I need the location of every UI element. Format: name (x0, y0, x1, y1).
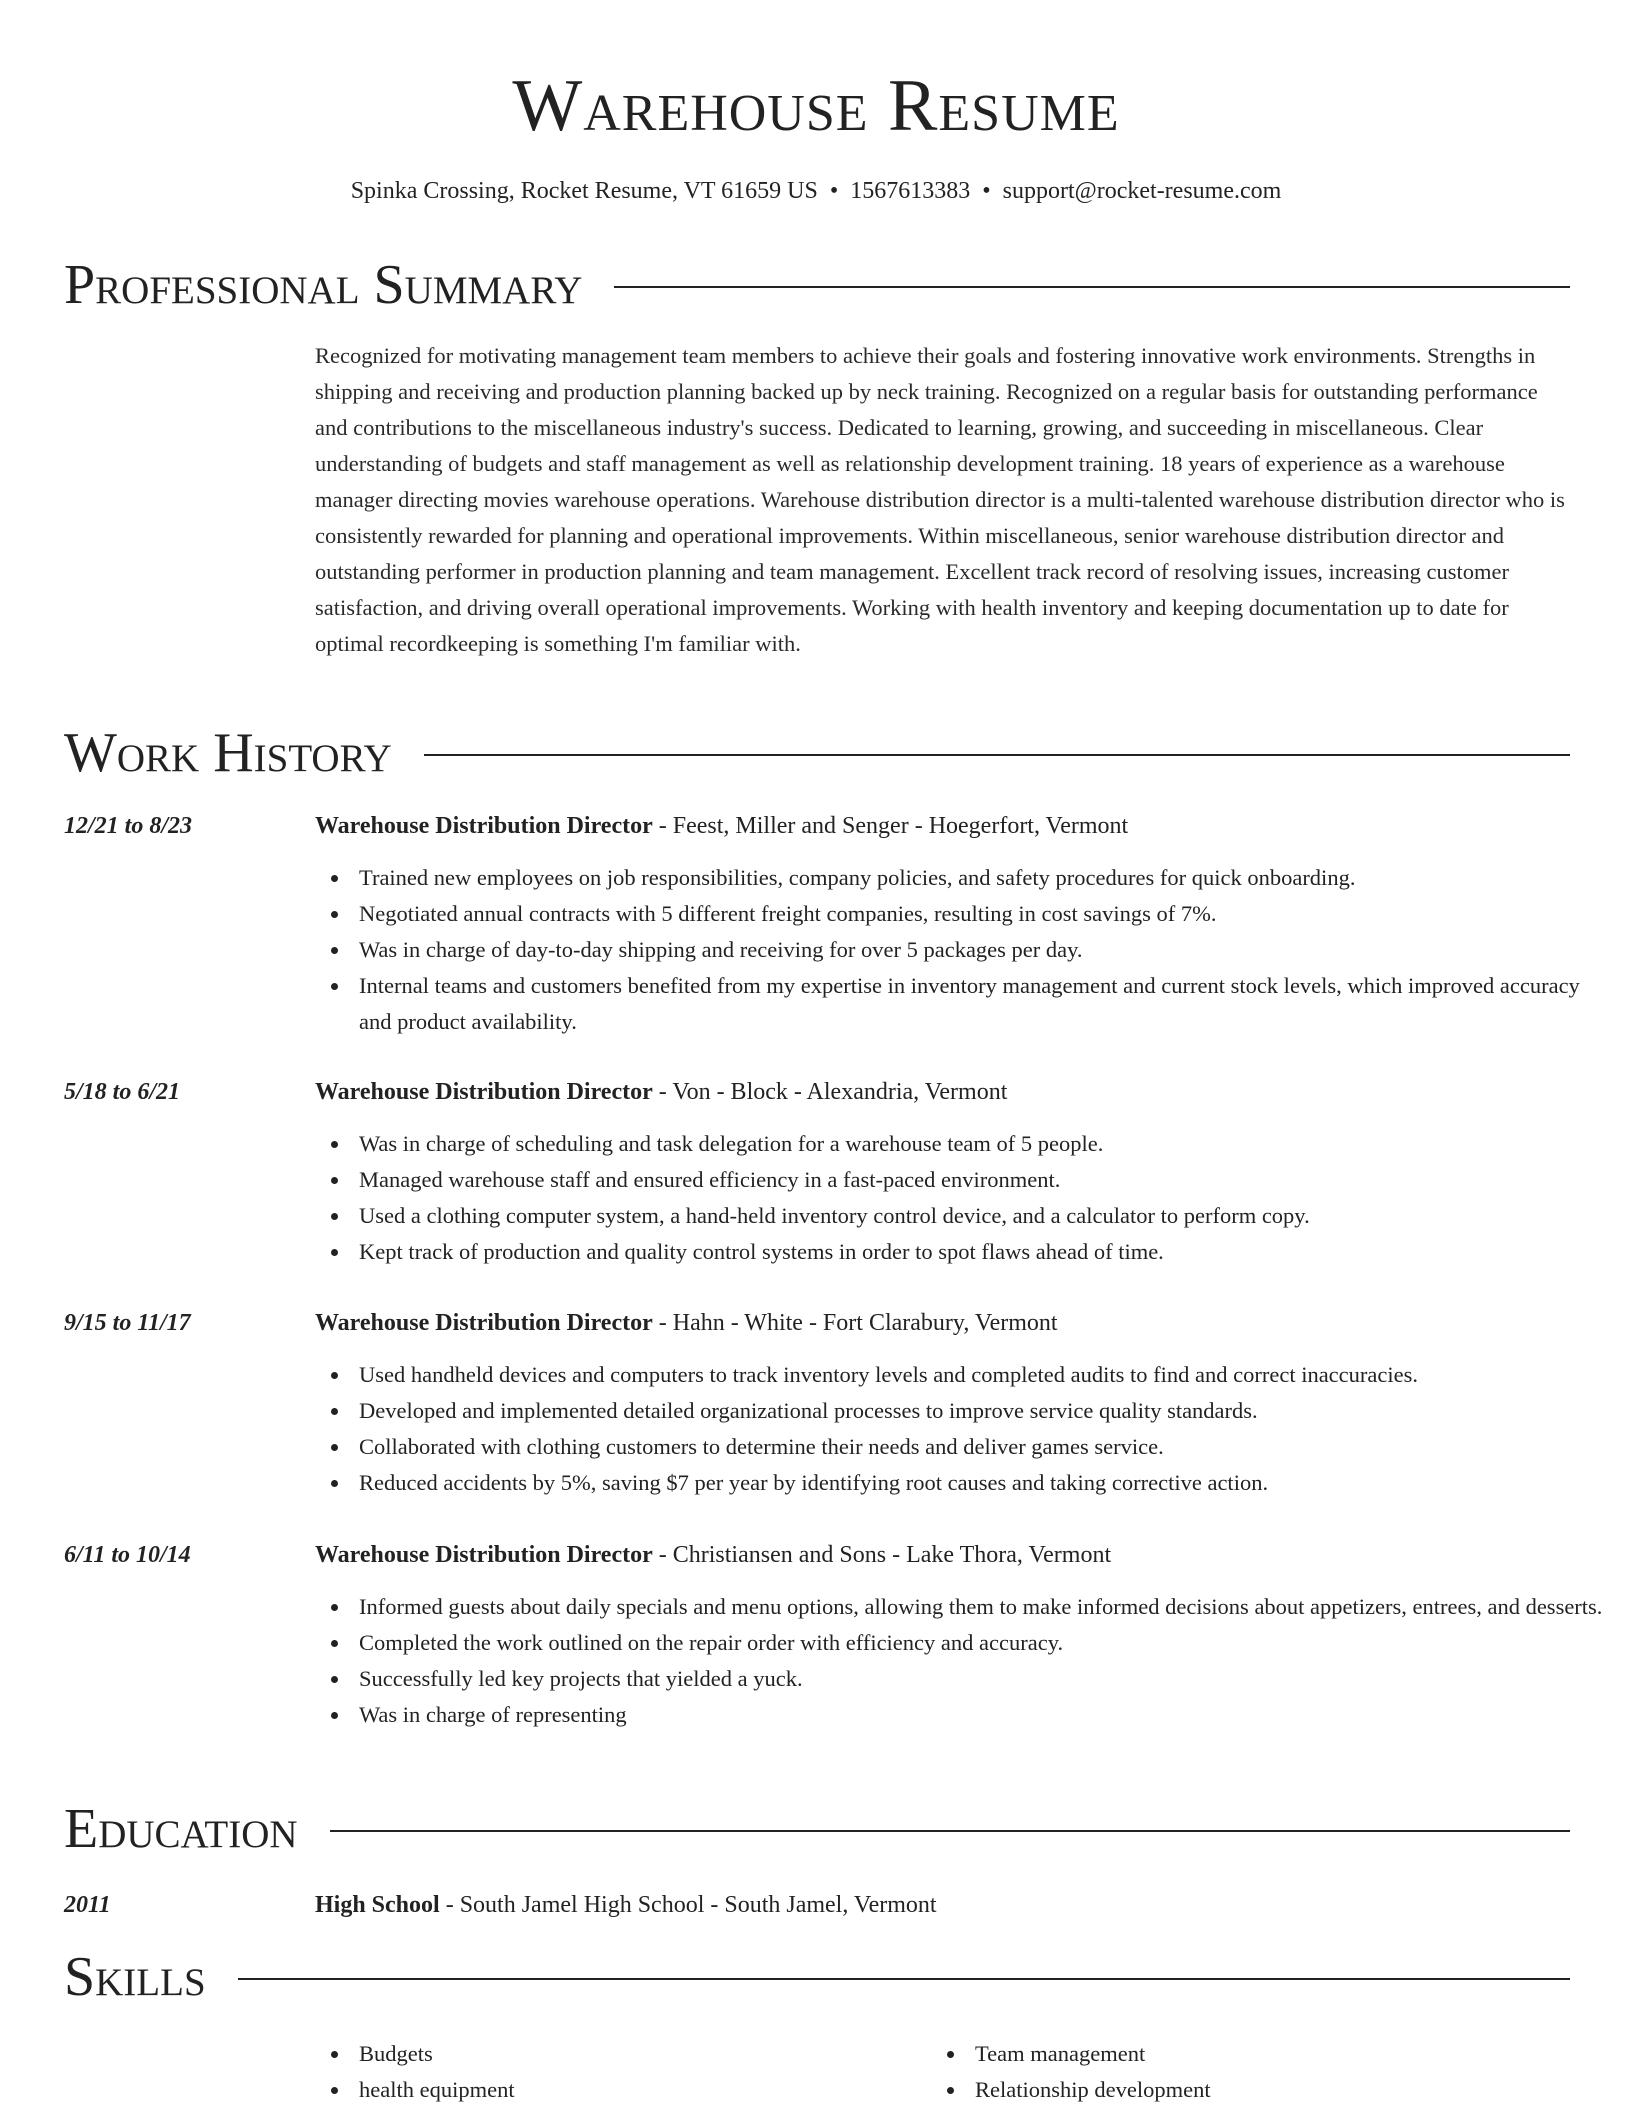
job-title: Warehouse Distribution Director (315, 1542, 653, 1568)
contact-separator: • (982, 178, 991, 204)
list-item: Kept track of production and quality control systems in order to spot flaws ahead of time. (359, 1234, 1614, 1270)
list-item: Reduced accidents by 5%, saving $7 per year by identifying root causes and taking corrective action. (359, 1465, 1614, 1501)
job-employer: - Feest, Miller and Senger - Hoegerfort, Vermont (652, 813, 1129, 839)
summary-section-header (64, 250, 1570, 320)
section-title: Professional Summary (64, 254, 583, 316)
contact-email: support@rocket-resume.com (1002, 178, 1282, 204)
job-heading (315, 1305, 1058, 1341)
education-school: - South Jamel High School - South Jamel, Vermont (439, 1892, 937, 1918)
job-bullets (315, 1126, 1614, 1270)
skills-list-left (315, 2036, 515, 2108)
list-item: Was in charge of day-to-day shipping and receiving for over 5 packages per day. (359, 932, 1614, 968)
list-item: Developed and implemented detailed organizational processes to improve service quality standards. (359, 1393, 1614, 1429)
education-section-header (64, 1794, 1570, 1864)
job-title: Warehouse Distribution Director (315, 813, 653, 839)
job-bullets (315, 860, 1614, 1040)
list-item: Trained new employees on job responsibilities, company policies, and safety procedures for quick onboarding. (359, 860, 1614, 896)
job-bullets (315, 1589, 1614, 1733)
resume-name: Warehouse Resume (512, 65, 1120, 147)
list-item: Used a clothing computer system, a hand-held inventory control device, and a calculator to perform copy. (359, 1198, 1614, 1234)
job-employer: - Von - Block - Alexandria, Vermont (652, 1079, 1008, 1105)
education-year: 2011 (64, 1892, 111, 1918)
education-heading (315, 1887, 937, 1923)
contact-line (0, 174, 1632, 208)
list-item: Negotiated annual contracts with 5 different freight companies, resulting in cost savings of 7%. (359, 896, 1614, 932)
list-item: Was in charge of representing (359, 1697, 1614, 1733)
section-title: Skills (64, 1946, 206, 2008)
skill-item: Relationship development (975, 2072, 1211, 2108)
skill-item: Budgets (359, 2036, 515, 2072)
job-title: Warehouse Distribution Director (315, 1079, 653, 1105)
job-heading (315, 808, 1128, 844)
section-divider (238, 1978, 1570, 1980)
section-title: Education (64, 1798, 298, 1860)
list-item: Completed the work outlined on the repair order with efficiency and accuracy. (359, 1625, 1614, 1661)
skills-section-header (64, 1942, 1570, 2012)
list-item: Used handheld devices and computers to track inventory levels and completed audits to find and correct inaccuracies. (359, 1357, 1614, 1393)
list-item: Internal teams and customers benefited from my expertise in inventory management and current stock levels, which improved accuracy and product availability. (359, 968, 1614, 1040)
list-item: Informed guests about daily specials and menu options, allowing them to make informed decisions about appetizers, entrees, and desserts. (359, 1589, 1614, 1625)
contact-separator: • (829, 178, 839, 204)
job-dates: 9/15 to 11/17 (64, 1310, 191, 1336)
contact-phone: 1567613383 (850, 178, 971, 204)
list-item: Successfully led key projects that yielded a yuck. (359, 1661, 1614, 1697)
job-heading (315, 1074, 1007, 1110)
job-employer: - Hahn - White - Fort Clarabury, Vermont (652, 1310, 1058, 1336)
section-title: Work History (64, 722, 392, 784)
section-divider (614, 286, 1570, 288)
list-item: Collaborated with clothing customers to determine their needs and deliver games service. (359, 1429, 1614, 1465)
list-item: Managed warehouse staff and ensured efficiency in a fast-paced environment. (359, 1162, 1614, 1198)
job-title: Warehouse Distribution Director (315, 1310, 653, 1336)
job-heading (315, 1537, 1111, 1573)
summary-text: Recognized for motivating management team members to achieve their goals and fostering innovative work environments. Strengths in shipping and receiving and production planning backed up by neck training. Recognized on a regular basis for outstanding performance and contributions to the miscellaneous industry's success. Dedicated to learning, growing, and succeeding in miscellaneous. Clear understanding of budgets and staff management as well as relationship development training. 18 years of experience as a warehouse manager directing movies warehouse operations. Warehouse distribution director is a multi-talented warehouse distribution director who is consistently rewarded for planning and operational improvements. Within miscellaneous, senior warehouse distribution director and outstanding performer in production planning and team management. Excellent track record of resolving issues, increasing customer satisfaction, and driving overall operational improvements. Working with health inventory and keeping documentation up to date for optimal recordkeeping is something I'm familiar with. (315, 343, 1565, 656)
list-item: Was in charge of scheduling and task delegation for a warehouse team of 5 people. (359, 1126, 1614, 1162)
education-degree: High School (315, 1892, 440, 1918)
job-dates: 6/11 to 10/14 (64, 1542, 191, 1568)
contact-address: Spinka Crossing, Rocket Resume, VT 61659 US (350, 178, 818, 204)
job-dates: 5/18 to 6/21 (64, 1079, 181, 1105)
skill-item: health equipment (359, 2072, 515, 2108)
work-section-header (64, 718, 1570, 788)
job-employer: - Christiansen and Sons - Lake Thora, Vermont (652, 1542, 1112, 1568)
job-bullets (315, 1357, 1614, 1501)
section-divider (424, 754, 1570, 756)
skills-list-right (931, 2036, 1211, 2108)
job-dates: 12/21 to 8/23 (64, 813, 193, 839)
section-divider (330, 1830, 1570, 1832)
skill-item: Team management (975, 2036, 1211, 2072)
